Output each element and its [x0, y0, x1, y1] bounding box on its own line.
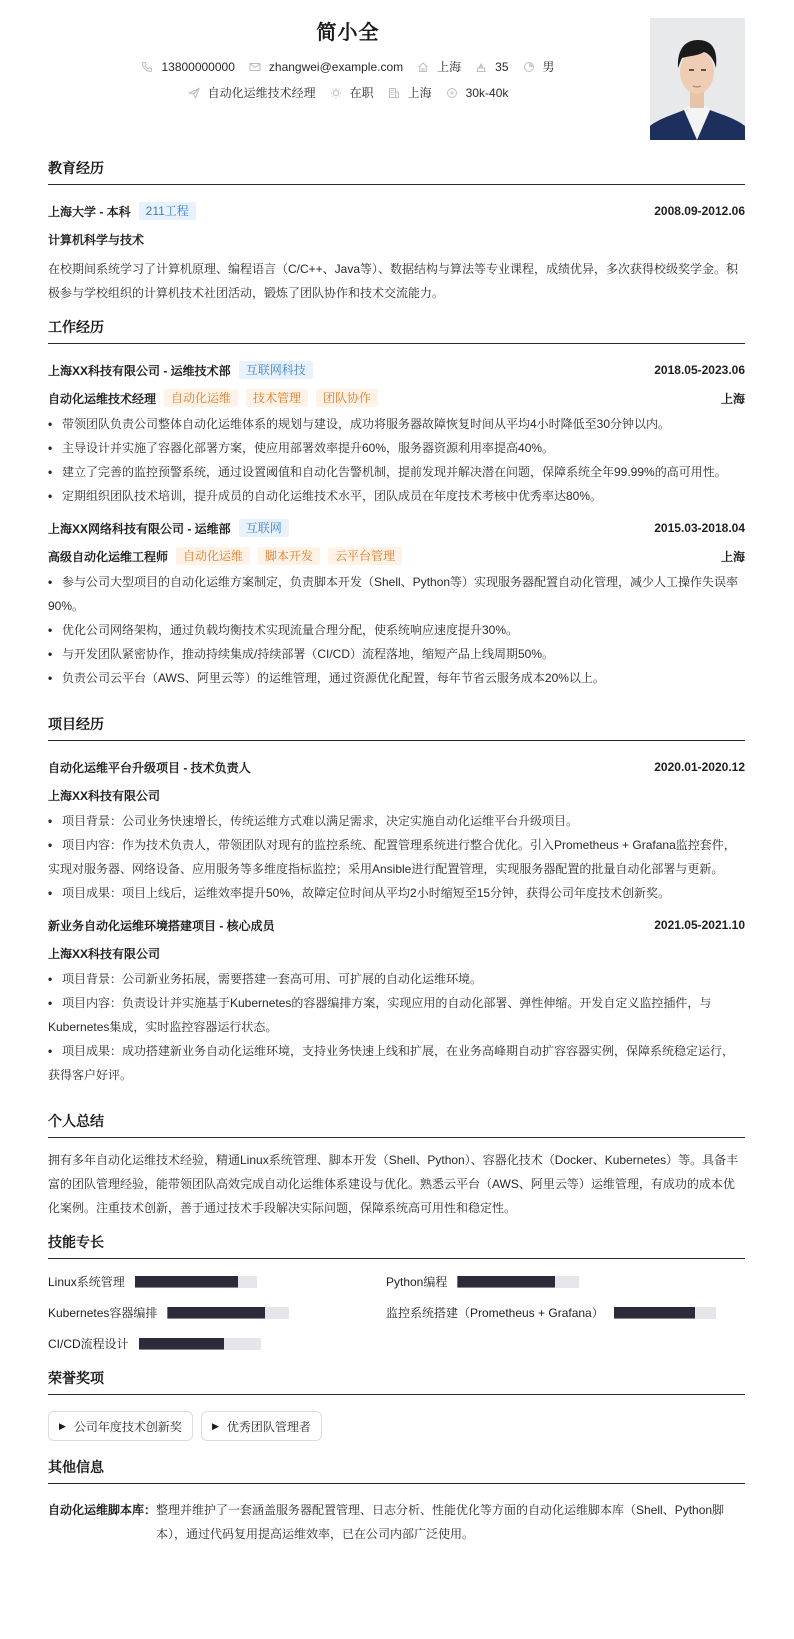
company-name: 上海XX网络科技有限公司 - 运维部	[48, 521, 231, 536]
status-item: 在职	[330, 84, 374, 101]
triangle-icon: ▶	[211, 1420, 219, 1431]
work-section	[48, 317, 745, 690]
school-name: 上海大学 - 本科	[48, 204, 131, 219]
job-entry	[48, 518, 745, 690]
list-item: • 带领团队负责公司整体自动化运维体系的规划与建设，成功将服务器故障恢复时间从平均4小时降低至30分钟以内。	[48, 417, 671, 431]
skill-item: Linux系统管理	[48, 1273, 386, 1290]
project-name: 新业务自动化运维环境搭建项目 - 核心成员	[48, 918, 275, 933]
list-item: • 建立了完善的监控预警系统，通过设置阈值和自动化告警机制，提前发现并解决潜在问题，保障系统全年99.99%的高可用性。	[48, 465, 727, 479]
profile-photo	[650, 18, 745, 140]
skill-level-bar	[614, 1307, 716, 1319]
project-company-row	[48, 943, 745, 963]
list-item: • 项目成果：成功搭建新业务自动化运维环境，支持业务快速上线和扩展，在业务高峰期自动扩容容器实例，保障系统稳定运行，获得客户好评。	[48, 1044, 735, 1082]
company-name: 上海XX科技有限公司 - 运维技术部	[48, 363, 231, 378]
position-row	[48, 388, 745, 408]
position-row	[48, 546, 745, 566]
phone-icon	[141, 61, 153, 73]
list-item: • 项目成果：项目上线后，运维效率提升50%，故障定位时间从平均2小时缩短至15分钟，获得公司年度技术创新奖。	[48, 886, 671, 900]
position-title: 高级自动化运维工程师	[48, 549, 169, 564]
job-date: 2018.05-2023.06	[654, 363, 745, 377]
home-icon	[417, 61, 429, 73]
summary-text: 拥有多年自动化运维技术经验，精通Linux系统管理、脚本开发（Shell、Python）、容器化技术（Docker、Kubernetes）等。具备丰富的团队管理经验，能带领团队高效完成自动化运维体系建设与优化。熟悉云平台（AWS、阿里云等）运维管理，有成功的成本优化案例。注重技术创新，善于通过技术手段解决实际问题，保障系统高可用性和稳定性。	[48, 1153, 739, 1215]
skill-tag: 技术管理	[246, 389, 308, 407]
list-item: • 优化公司网络架构，通过负载均衡技术实现流量合理分配，使系统响应速度提升30%。	[48, 623, 519, 637]
target-city-item: 上海	[388, 84, 432, 101]
section-title-summary: 个人总结	[48, 1111, 745, 1138]
job-header	[48, 518, 745, 538]
list-item: • 项目背景：公司业务快速增长，传统运维方式难以满足需求，决定实施自动化运维平台升级项目。	[48, 814, 579, 828]
job-date: 2015.03-2018.04	[654, 521, 745, 535]
skill-item: CI/CD流程设计	[48, 1335, 386, 1352]
honors-list	[48, 1411, 745, 1441]
skills-grid	[48, 1273, 745, 1352]
list-item: • 项目背景：公司新业务拓展，需要搭建一套高可用、可扩展的自动化运维环境。	[48, 972, 483, 986]
education-description: 在校期间系统学习了计算机原理、编程语言（C/C++、Java等）、数据结构与算法等专业课程，成绩优异，多次获得校级奖学金。积极参与学校组织的计算机技术社团活动，锻炼了团队协作和技术交流能力。	[48, 262, 739, 300]
candidate-name: 简小全	[316, 22, 380, 44]
phone-item: 13800000000	[141, 60, 234, 74]
honors-section	[48, 1368, 745, 1441]
education-section	[48, 158, 745, 305]
list-item: • 定期组织团队技术培训，提升成员的自动化运维技术水平，团队成员在年度技术考核中优秀率达80%。	[48, 489, 603, 503]
list-item: • 参与公司大型项目的自动化运维方案制定，负责脚本开发（Shell、Python等）实现服务器配置自动化管理，减少人工操作失误率90%。	[48, 575, 739, 613]
position-title: 自动化运维技术经理	[48, 391, 157, 406]
job-achievements	[48, 570, 745, 690]
summary-section	[48, 1111, 745, 1220]
project-header	[48, 757, 745, 777]
skill-tag: 团队协作	[316, 389, 378, 407]
honor-badge: ▶ 优秀团队管理者	[201, 1411, 322, 1441]
skill-item: Kubernetes容器编排	[48, 1304, 386, 1321]
triangle-icon: ▶	[59, 1420, 66, 1431]
section-title-education: 教育经历	[48, 158, 745, 185]
project-details	[48, 967, 745, 1087]
gender-icon	[523, 61, 535, 73]
location-item: 上海	[417, 58, 461, 75]
status-icon	[330, 87, 342, 99]
project-details	[48, 809, 745, 905]
mail-icon	[249, 61, 261, 73]
skill-level-bar	[457, 1276, 579, 1288]
project-name: 自动化运维平台升级项目 - 技术负责人	[48, 760, 251, 775]
project-entry	[48, 915, 745, 1087]
skill-level-bar	[167, 1307, 289, 1319]
list-item: • 负责公司云平台（AWS、阿里云等）的运维管理，通过资源优化配置，每年节省云服务成本20%以上。	[48, 671, 605, 685]
projects-section	[48, 714, 745, 1087]
honor-badge: ▶ 公司年度技术创新奖	[48, 1411, 193, 1441]
section-title-other: 其他信息	[48, 1457, 745, 1484]
resume-header	[48, 0, 745, 152]
job-intent-row	[48, 84, 648, 101]
education-entry-header	[48, 201, 745, 221]
project-header	[48, 915, 745, 935]
list-item: • 与开发团队紧密协作，推动持续集成/持续部署（CI/CD）流程落地，缩短产品上线周期50%。	[48, 647, 555, 661]
contact-row	[48, 58, 648, 75]
industry-tag: 互联网科技	[239, 361, 313, 379]
job-entry	[48, 360, 745, 508]
industry-tag: 互联网	[239, 519, 289, 537]
education-date: 2008.09-2012.06	[654, 204, 745, 218]
target-position-item: 自动化运维技术经理	[188, 84, 316, 101]
skill-level-bar	[139, 1338, 261, 1350]
other-item-text: 整理并维护了一套涵盖服务器配置管理、日志分析、性能优化等方面的自动化运维脚本库（Shell、Python脚本），通过代码复用提高运维效率，已在公司内部广泛使用。	[156, 1503, 725, 1541]
project-company: 上海XX科技有限公司	[48, 788, 161, 803]
age-icon	[475, 61, 487, 73]
project-date: 2021.05-2021.10	[654, 918, 745, 932]
skill-tag: 脚本开发	[258, 547, 320, 565]
skill-tag: 自动化运维	[176, 547, 250, 565]
skill-item: Python编程	[386, 1273, 745, 1290]
other-item	[48, 1498, 745, 1546]
job-achievements	[48, 412, 745, 508]
skill-level-bar	[135, 1276, 257, 1288]
job-city: 上海	[720, 391, 745, 406]
list-item: • 项目内容：作为技术负责人，带领团队对现有的监控系统、配置管理系统进行整合优化。引入Prometheus + Grafana监控套件，实现对服务器、网络设备、应用服务等多维度指标监控；采用Ansible进行配置管理，实现服务器配置的批量自动化部署与更新。	[48, 838, 736, 876]
skill-tag: 自动化运维	[164, 389, 238, 407]
job-city: 上海	[720, 549, 745, 564]
major-row	[48, 229, 745, 249]
age-item: 35	[475, 60, 508, 74]
salary-icon	[446, 87, 458, 99]
skill-tag: 云平台管理	[328, 547, 402, 565]
job-header	[48, 360, 745, 380]
section-title-skills: 技能专长	[48, 1232, 745, 1259]
project-entry	[48, 757, 745, 905]
building-icon	[388, 87, 400, 99]
skill-item: 监控系统搭建（Prometheus + Grafana）	[386, 1304, 745, 1321]
salary-item: 30k-40k	[446, 86, 509, 100]
project-company-row	[48, 785, 745, 805]
section-title-work: 工作经历	[48, 317, 745, 344]
other-section	[48, 1457, 745, 1546]
skills-section	[48, 1232, 745, 1352]
project-date: 2020.01-2020.12	[654, 760, 745, 774]
section-title-projects: 项目经历	[48, 714, 745, 741]
other-item-label: 自动化运维脚本库：	[48, 1503, 157, 1517]
send-icon	[188, 87, 200, 99]
section-title-honors: 荣誉奖项	[48, 1368, 745, 1395]
email-item: zhangwei@example.com	[249, 60, 403, 74]
project-company: 上海XX科技有限公司	[48, 946, 161, 961]
list-item: • 主导设计并实施了容器化部署方案，使应用部署效率提升60%，服务器资源利用率提高40%。	[48, 441, 555, 455]
major-name: 计算机科学与技术	[48, 232, 145, 247]
gender-item: 男	[523, 58, 555, 75]
list-item: • 项目内容：负责设计并实施基于Kubernetes的容器编排方案，实现应用的自动化部署、弹性伸缩。开发自定义监控插件，与Kubernetes集成，实时监控容器运行状态。	[48, 996, 712, 1034]
school-tag: 211工程	[139, 202, 196, 220]
